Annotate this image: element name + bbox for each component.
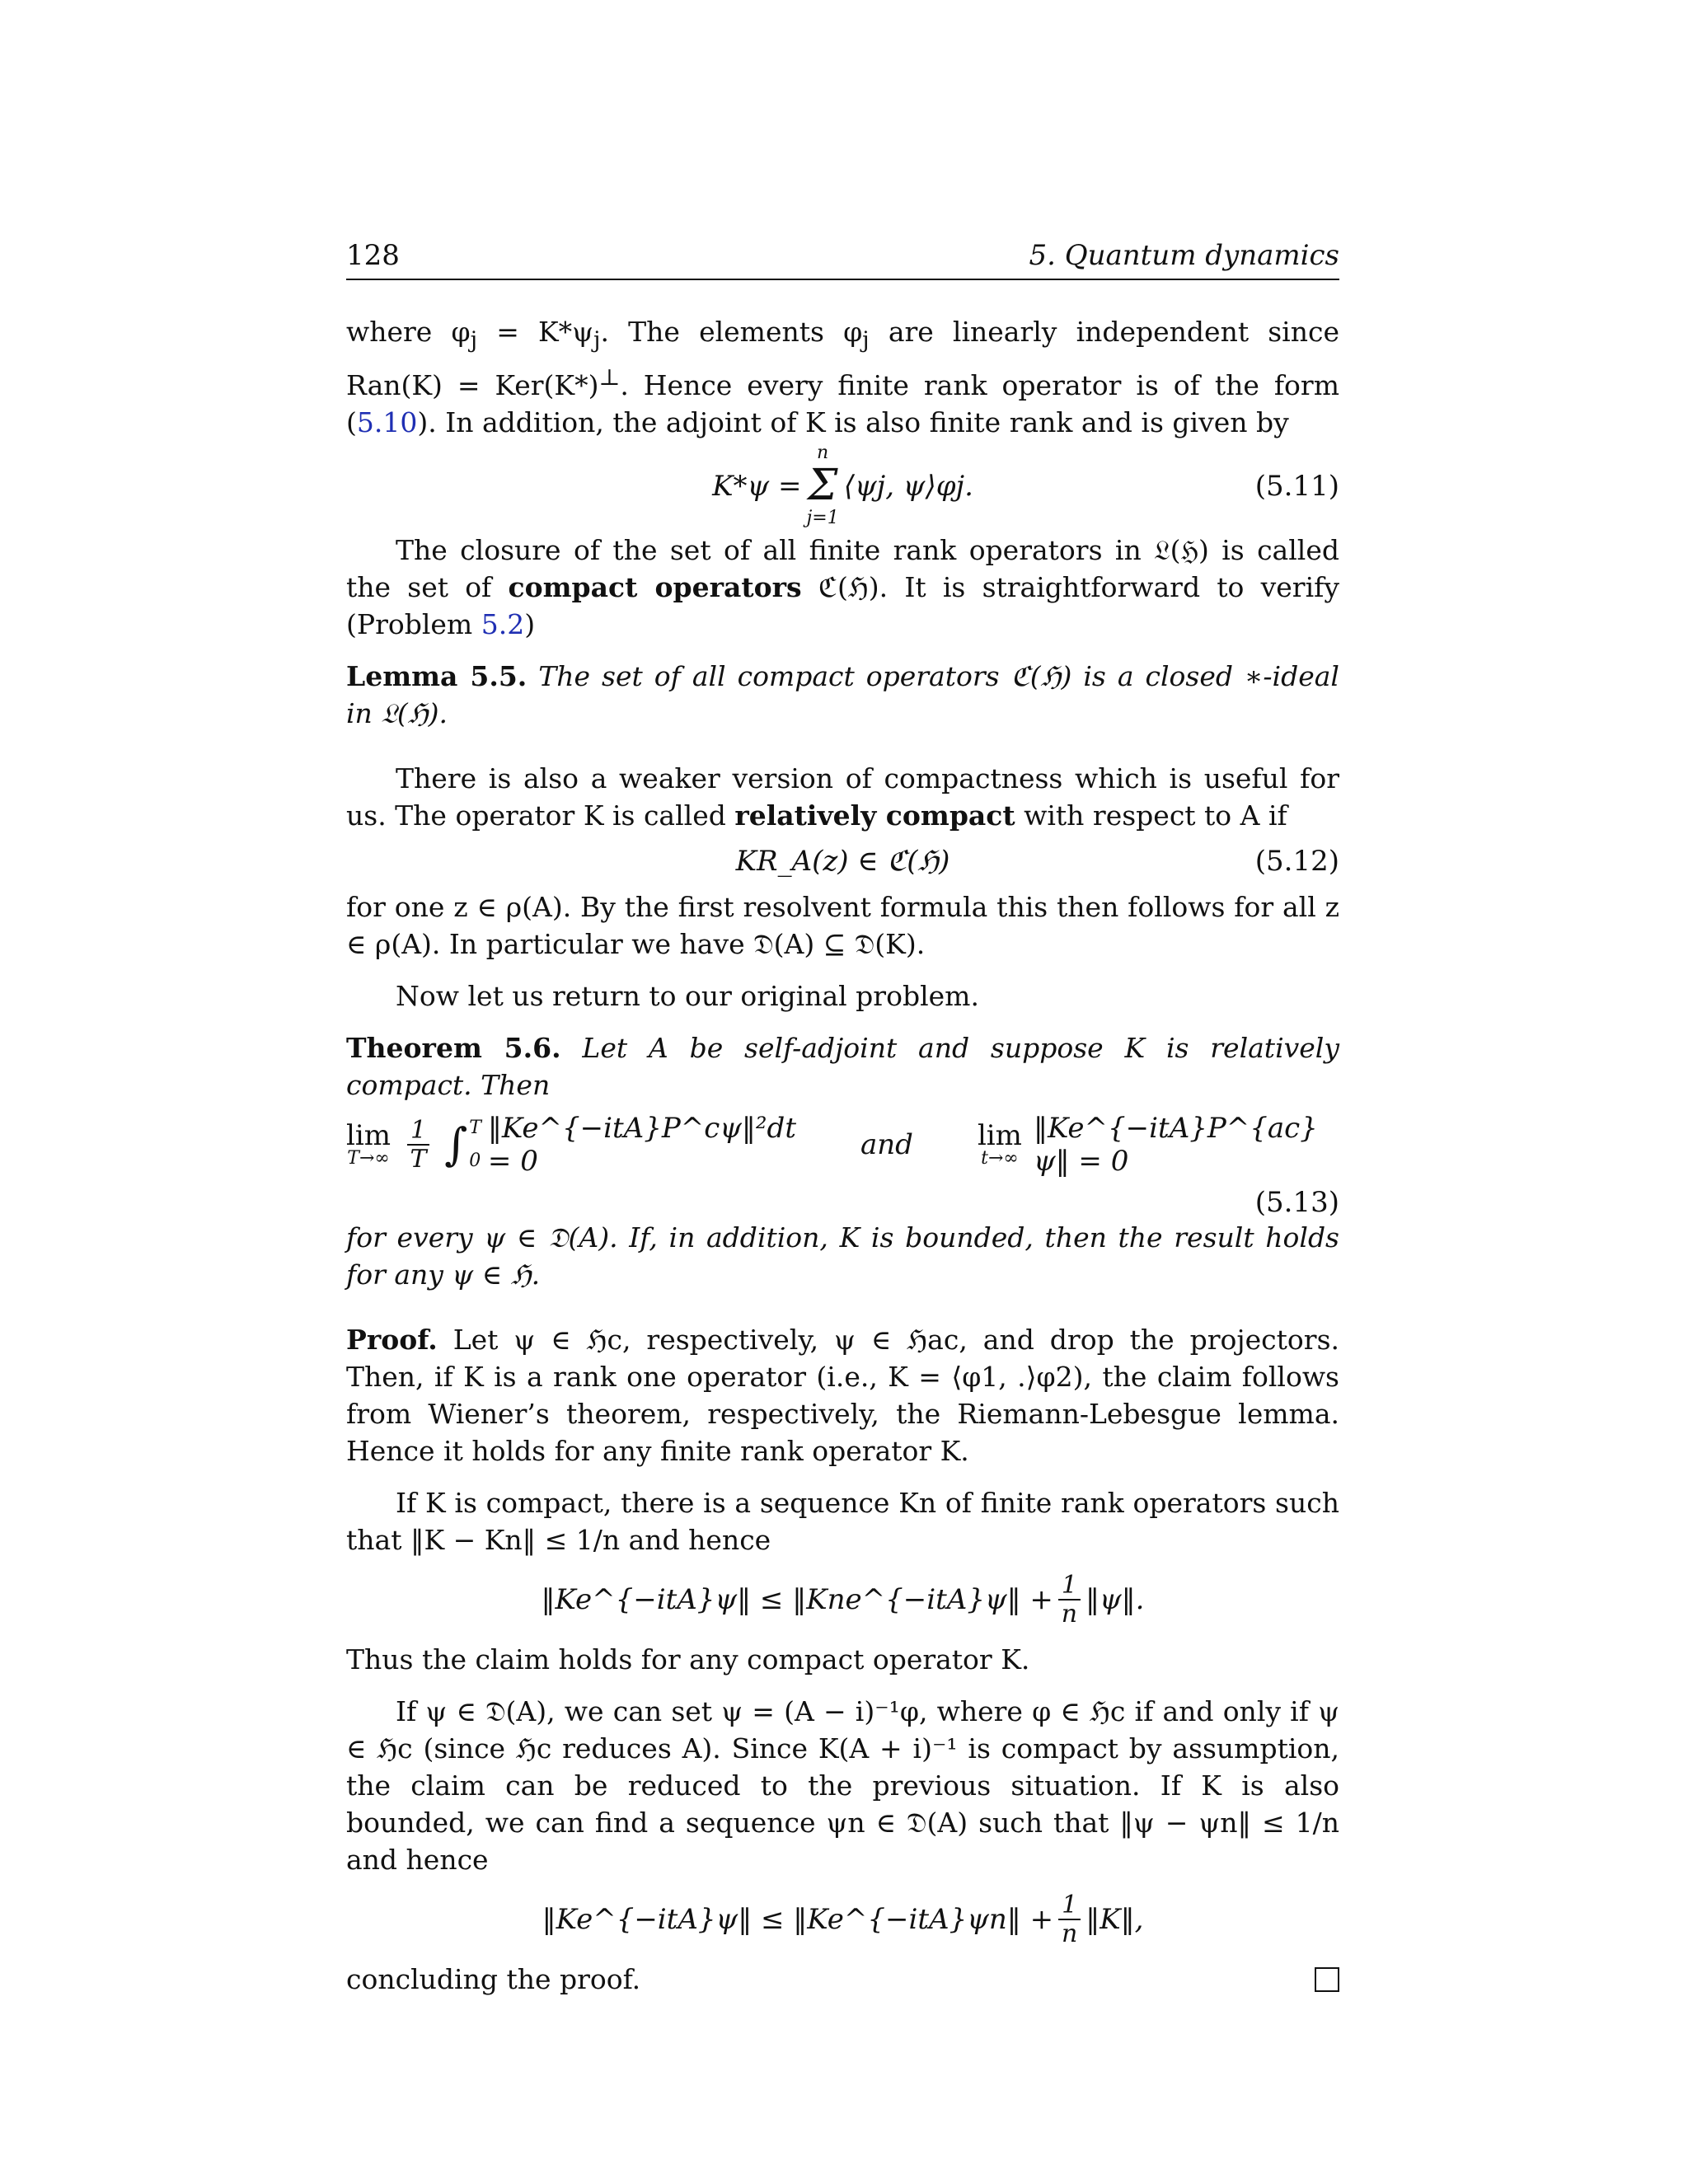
- numerator: 1: [407, 1117, 429, 1146]
- theorem-label: Theorem 5.6.: [346, 1031, 561, 1064]
- text: j: [470, 326, 478, 354]
- numerator: 1: [1058, 1572, 1081, 1601]
- lower-limit: 0: [469, 1150, 481, 1171]
- fraction: [1058, 1572, 1081, 1628]
- limit-T: [346, 1118, 391, 1169]
- lemma-statement: The set of all compact operators ℭ(ℌ) is a closed ∗-ideal in 𝔏(ℌ).: [346, 659, 1339, 729]
- denominator: n: [1061, 1919, 1078, 1948]
- equation-rhs: ‖K‖,: [1085, 1902, 1144, 1936]
- text: . The elements φ: [600, 316, 863, 348]
- and-word: and: [860, 1127, 913, 1161]
- text: ℭ(ℌ). It is straightforward to verify (Problem: [346, 570, 1339, 640]
- equation-5-11: [346, 441, 1339, 532]
- text: ). In addition, the adjoint of K is also finite rank and is given by: [417, 405, 1289, 438]
- theorem-statement: Let A be self-adjoint and suppose K is relatively compact. Then: [346, 1031, 1339, 1101]
- paragraph-return: Now let us return to our original problem.: [396, 979, 979, 1012]
- lim-subscript: T→∞: [347, 1147, 390, 1169]
- equation-lhs: K*ψ =: [712, 469, 802, 503]
- text: ⊥: [598, 363, 621, 391]
- text: concluding the proof.: [346, 1962, 641, 1995]
- lim-subscript: t→∞: [981, 1147, 1019, 1169]
- proof-label: Proof.: [346, 1323, 438, 1356]
- equation-5-12: [346, 834, 1339, 888]
- equation-lhs: ‖Ke^{−itA}ψ‖ ≤ ‖Kne^{−itA}ψ‖ +: [541, 1582, 1053, 1616]
- page: [346, 239, 1339, 1998]
- theorem-continuation: for every ψ ∈ 𝔇(A). If, in addition, K is bounded, then the result holds for any ψ ∈ ℌ.: [346, 1221, 1339, 1291]
- term-relatively-compact: relatively compact: [734, 799, 1015, 832]
- lemma-label: Lemma 5.5.: [346, 659, 528, 692]
- lim-operator: lim: [346, 1118, 391, 1152]
- equation-number: (5.11): [1254, 469, 1339, 503]
- paragraph-resolvent: for one z ∈ ρ(A). By the first resolvent formula this then follows for all z ∈ ρ(A). In particular we have 𝔇(A) ⊆ 𝔇(K).: [346, 890, 1339, 960]
- numerator: 1: [1058, 1891, 1081, 1920]
- proof-paragraph-2: If K is compact, there is a sequence Kn of finite rank operators such that ‖K − Kn‖ ≤ 1/n and hence: [346, 1486, 1339, 1556]
- page-number: 128: [346, 239, 400, 272]
- proof-paragraph-5: [346, 1961, 1339, 1998]
- denominator: T: [410, 1144, 427, 1174]
- paragraph-finite-rank: [346, 313, 1339, 441]
- equation-number: (5.13): [1254, 1185, 1339, 1219]
- text: = K*ψ: [477, 316, 594, 348]
- limit-t: [977, 1118, 1022, 1169]
- term-compact-operators: compact operators: [508, 570, 802, 603]
- proof-paragraph-1: [346, 1321, 1339, 1469]
- paragraph-relatively-compact: [346, 760, 1339, 834]
- text: where φ: [346, 316, 471, 348]
- qed-box-icon: [1315, 1967, 1339, 1992]
- summation: [806, 444, 838, 527]
- equation-body: KR_A(z) ∈ ℭ(ℌ): [735, 844, 950, 878]
- integrand: ‖Ke^{−itA}P^cψ‖²dt = 0: [487, 1111, 796, 1178]
- sigma-symbol: Σ: [807, 461, 838, 510]
- equation-5-13: [346, 1104, 1339, 1186]
- equation-compact-estimate: [346, 1558, 1339, 1641]
- text: Let ψ ∈ ℌc, respectively, ψ ∈ ℌac, and drop the projectors. Then, if K is a rank one operator (i.e., K = ⟨φ1, .⟩φ2), the claim follows from Wiener’s theorem, respectively, the Riemann-Lebesgue lemma. Hence it holds for any finite rank operator K.: [346, 1323, 1339, 1467]
- upper-limit: T: [469, 1118, 481, 1138]
- lim-operator: lim: [977, 1118, 1022, 1152]
- fraction: [1058, 1891, 1081, 1947]
- equation-rhs: ‖ψ‖.: [1085, 1582, 1145, 1616]
- text: with respect to A if: [1015, 799, 1287, 832]
- text: ): [524, 607, 536, 640]
- paragraph-compact-operators: [346, 532, 1339, 643]
- running-header: [346, 239, 1339, 280]
- equation-rhs: ⟨ψj, ψ⟩φj.: [843, 469, 973, 503]
- integral-symbol: ∫: [444, 1118, 468, 1171]
- integral-limits: [469, 1112, 481, 1177]
- equation-lhs: ‖Ke^{−itA}ψ‖ ≤ ‖Ke^{−itA}ψn‖ +: [542, 1902, 1054, 1936]
- text: j: [862, 326, 870, 354]
- sum-upper-limit: n: [817, 443, 829, 463]
- sum-lower-limit: j=1: [806, 508, 839, 529]
- equation-bounded-estimate: [346, 1878, 1339, 1961]
- text: . Hence every finite rank operator is of the form (: [346, 368, 1339, 438]
- proof-paragraph-4: If ψ ∈ 𝔇(A), we can set ψ = (A − i)⁻¹φ, where φ ∈ ℌc if and only if ψ ∈ ℌc (since ℌc reduces A). Since K(A + i)⁻¹ is compact by assumption, the claim can be reduced to the previous situation. If K is also bounded, we can find a sequence ψn ∈ 𝔇(A) such that ‖ψ − ψn‖ ≤ 1/n and hence: [346, 1694, 1339, 1876]
- text: are linearly independent since Ran(K) = Ker(K*): [346, 316, 1339, 401]
- fraction: [407, 1117, 429, 1173]
- text: j: [593, 326, 601, 354]
- chapter-title: 5. Quantum dynamics: [1029, 239, 1339, 272]
- problem-link-5-2[interactable]: 5.2: [481, 607, 525, 640]
- equation-link-5-10[interactable]: 5.10: [356, 405, 418, 438]
- theorem-5-6: [346, 1029, 1339, 1104]
- text: There is also a weaker version of compactness which is useful for us. The operator K is called: [346, 762, 1339, 832]
- text: The closure of the set of all finite rank operators in 𝔏(ℌ) is called the set of: [346, 533, 1339, 603]
- denominator: n: [1061, 1599, 1078, 1629]
- equation-rhs: ‖Ke^{−itA}P^{ac}ψ‖ = 0: [1033, 1111, 1318, 1178]
- lemma-5-5: [346, 658, 1339, 732]
- equation-number: (5.12): [1254, 844, 1339, 878]
- proof-paragraph-3: Thus the claim holds for any compact operator K.: [346, 1643, 1030, 1675]
